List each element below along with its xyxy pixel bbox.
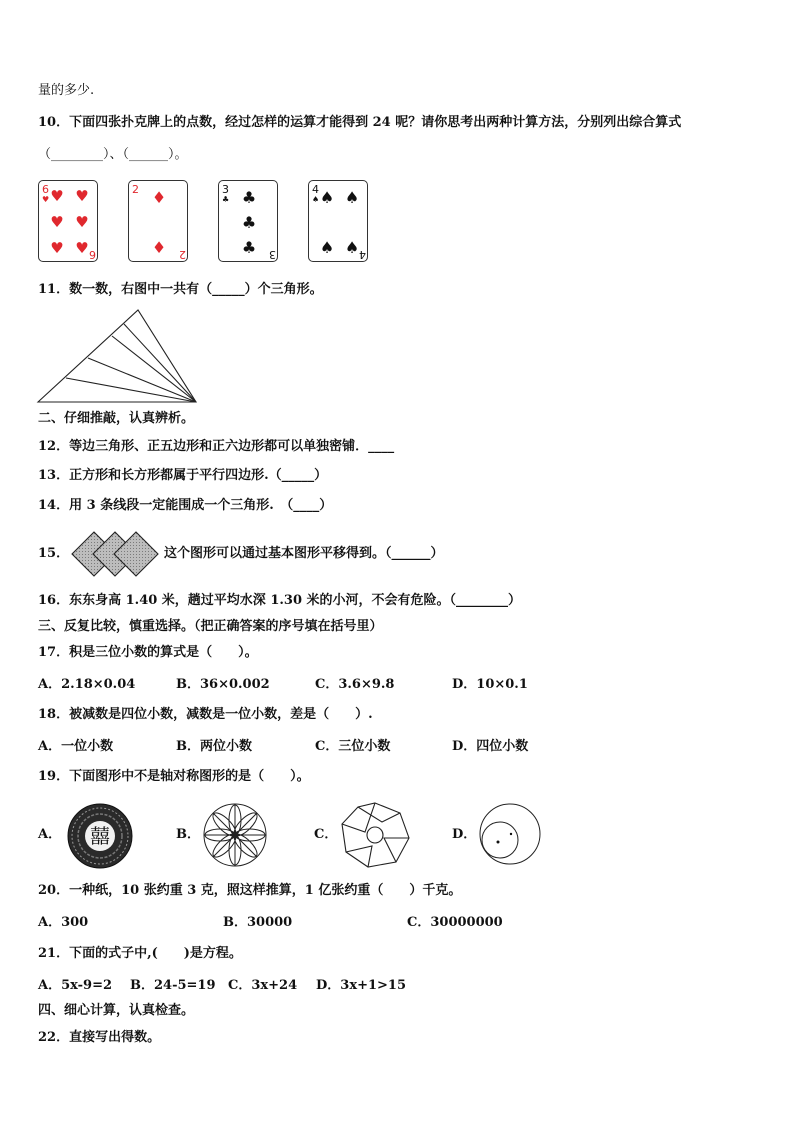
question-18: 18．被减数是四位小数，减数是一位小数，差是（ ）. [38,707,373,722]
question-22: 22．直接写出得数。 [38,1030,161,1045]
card-rank: 2 [179,248,186,261]
question-19: 19．下面图形中不是轴对称图形的是（ ）。 [38,769,310,784]
question-16: 16．东东身高 1.40 米，趟过平均水深 1.30 米的小河，不会有危险。（________） [38,593,522,608]
question-14: 14．用 3 条线段一定能围成一个三角形. （____） [38,498,333,513]
option-c: C．三位小数 [315,739,391,754]
question-17-options [38,676,758,694]
triangle-fan-figure [36,306,200,406]
option-a-label: A． [38,827,62,842]
option-b: B．36×0.002 [176,677,270,692]
spade-icon: ♠ [319,188,335,207]
heart-icon: ♥ [50,213,64,231]
heart-icon: ♥ [50,239,64,257]
card-rank: 3 [222,183,229,196]
continued-text: 量的多少. [38,83,95,98]
question-13: 13．正方形和长方形都属于平行四边形.（_____） [38,468,328,483]
question-10: 10．下面四张扑克牌上的点数，经过怎样的运算才能得到 24 呢？请你思考出两种计算方法，分别列出综合算式 [38,115,682,130]
option-b: B．30000 [223,915,293,930]
heart-icon: ♥ [42,195,50,204]
diamond-icon: ♦ [151,188,167,207]
club-icon: ♣ [241,188,257,207]
question-15-text: 这个图形可以通过基本图形平移得到。（______） [164,546,444,561]
section-2-heading: 二、仔细推敲，认真辨析。 [38,411,195,426]
question-20: 20．一种纸，10 张约重 3 克，照这样推算，1 亿张约重（ ）千克。 [38,883,462,898]
spade-icon: ♠ [319,238,335,257]
question-12: 12．等边三角形、正五边形和正六边形都可以单独密铺．____ [38,439,395,454]
double-happiness-emblem [66,802,134,870]
card-rank: 3 [269,248,276,261]
flower-circle-figure [202,802,268,868]
question-20-options [38,914,758,932]
question-17: 17．积是三位小数的算式是（ ）。 [38,645,258,660]
option-c: C．3.6×9.8 [315,677,395,692]
card-rank: 2 [132,183,139,196]
club-icon: ♣ [222,195,230,204]
club-icon: ♣ [241,238,257,257]
card-rank: 6 [89,248,96,261]
heart-icon: ♥ [75,239,89,257]
section-3-heading: 三、反复比较，慎重选择。（把正确答案的序号填在括号里） [38,619,383,634]
heart-icon: ♥ [50,187,64,205]
playing-card-3-clubs [218,180,278,262]
question-15-number: 15． [38,546,70,561]
heart-icon: ♥ [75,213,89,231]
spade-icon: ♠ [344,238,360,257]
diamond-pattern-figure [70,530,162,578]
option-a: A．一位小数 [38,739,114,754]
question-21-options [38,977,758,995]
heart-icon: ♥ [75,187,89,205]
diamond-icon: ♦ [151,238,167,257]
option-d: D．3x+1>15 [316,978,406,993]
option-d: D．四位小数 [452,739,529,754]
option-d-label: D． [452,827,477,842]
question-10-blanks: （________）、（______）。 [38,147,188,162]
option-c: C．3x+24 [228,978,298,993]
option-a: A．5x-9=2 [38,978,113,993]
option-a: A．300 [38,915,89,930]
playing-card-2-diamonds [128,180,188,262]
card-rank: 4 [312,183,319,196]
section-4-heading: 四、细心计算，认真检查。 [38,1003,195,1018]
option-a: A．2.18×0.04 [38,677,136,692]
club-icon: ♣ [241,213,257,232]
playing-card-4-spades [308,180,368,262]
double-happiness-glyph: 囍 [90,824,110,848]
option-c-label: C． [314,827,338,842]
nested-circles-figure [478,802,542,866]
option-d: D．10×0.1 [452,677,528,692]
card-rank: 6 [42,183,49,196]
pinwheel-heptagon-figure [338,800,412,870]
question-21: 21．下面的式子中,( )是方程。 [38,946,242,961]
option-b: B．24-5=19 [130,978,216,993]
option-b: B．两位小数 [176,739,252,754]
spade-icon: ♠ [344,188,360,207]
question-18-options [38,738,758,756]
question-11: 11．数一数，右图中一共有（_____）个三角形。 [38,282,323,297]
playing-card-6-hearts [38,180,98,262]
card-rank: 4 [359,248,366,261]
option-b-label: B． [176,827,200,842]
spade-icon: ♠ [312,195,320,204]
option-c: C．30000000 [407,915,503,930]
